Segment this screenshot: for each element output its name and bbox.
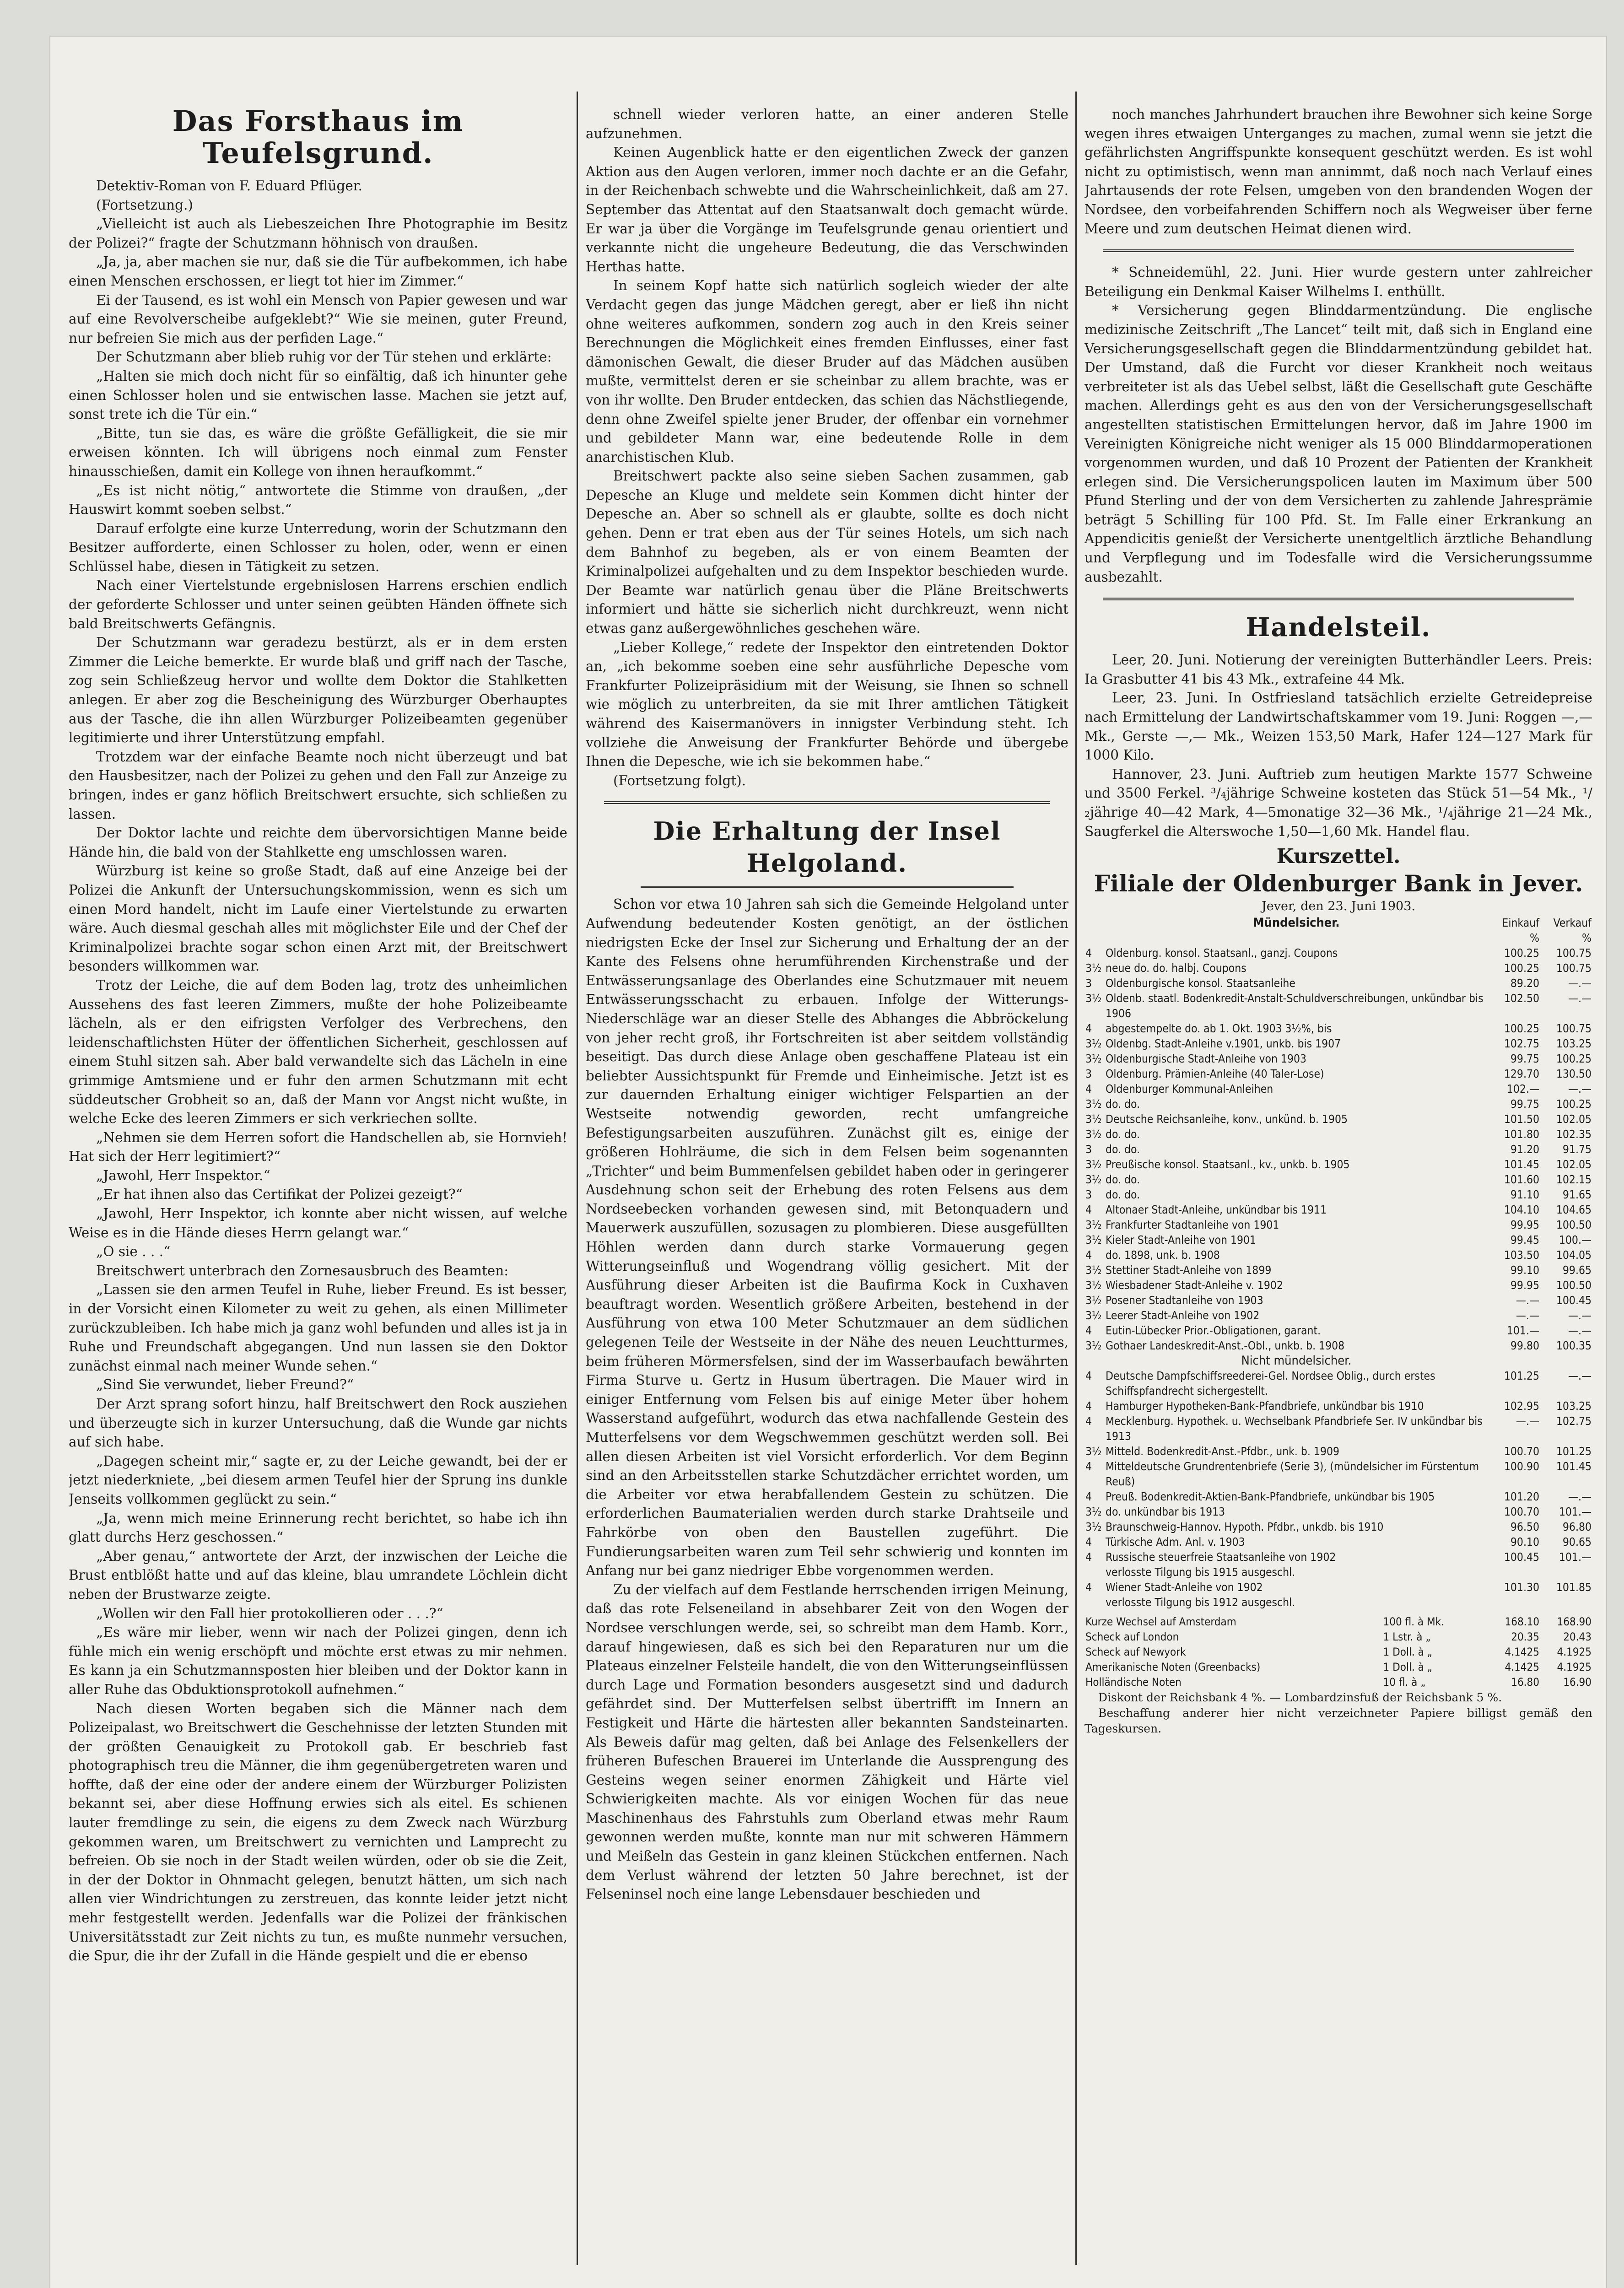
story-byline: Detektiv-Roman von F. Eduard Pflüger.: [96, 178, 363, 194]
sell-price: 101.85: [1556, 1581, 1592, 1594]
newspaper-page: [50, 37, 1606, 2288]
rate: 3½: [1085, 1263, 1102, 1277]
sell-price: 101.45: [1556, 1460, 1592, 1473]
kurs-table: [1084, 915, 1592, 1610]
wechsel-row: [1084, 1614, 1592, 1630]
wechsel-unit: 1 Lstr. à „: [1383, 1630, 1431, 1644]
story-paragraph: „Es wäre mir lieber, wenn wir nach der Polizei gingen, denn ich fühle mich ein wenig erschöpft und möchte erst etwas zu mir nehmen. Es kann ja ein Schutzmannsposten hier bleiben und der Doktor kann in aller Ruhe das Obduktionsprotokoll aufnehmen.“: [69, 1624, 567, 1697]
handel-paragraph: Hannover, 23. Juni. Auftrieb zum heutigen Markte 1577 Schweine und 3500 Ferkel. ³/₄jährige Schweine kosteten das Stück 51—54 Mk., ¹/₂jährige 40—42 Mark, 4—5monatige 32—36 Mk., ¹/₄jährige 21—24 Mk., Saugferkel die Alterswoche 1,50—1,60 Mk. Handel flau.: [1084, 766, 1592, 839]
story-paragraph: „Ja, wenn mich meine Erinnerung recht berichtet, so habe ich ihn glatt durchs Herz geschossen.“: [69, 1510, 567, 1545]
sell-price: [1540, 1595, 1592, 1610]
buy-price: 101.25: [1504, 1369, 1539, 1383]
buy-price: —.—: [1516, 1309, 1539, 1322]
story-paragraph: „Es ist nicht nötig,“ antwortete die Stimme von draußen, „der Hauswirt kommt soeben selbst.“: [69, 482, 567, 518]
story-paragraph: Der Doktor lachte und reichte dem übervorsichtigen Manne beide Hände hin, die bald von der Stahlkette eng umschlossen waren.: [69, 825, 567, 860]
handel-title: Handelsteil.: [1246, 612, 1431, 643]
security-name: Kieler Stadt-Anleihe von 1901: [1106, 1233, 1257, 1247]
kurs-row: [1084, 1534, 1592, 1549]
security-name: Russische steuerfreie Staatsanleihe von 1902: [1106, 1550, 1336, 1564]
story-paragraph: „Nehmen sie dem Herren sofort die Handschellen ab, sie Hornvieh! Hat sich der Herr legitimiert?“: [69, 1129, 567, 1165]
column-3: [1084, 105, 1592, 2265]
security-name: Mitteld. Bodenkredit-Anst.-Pfdbr., unk. b. 1909: [1106, 1445, 1340, 1458]
kurs-row: [1084, 1112, 1592, 1127]
story-paragraph: Nach einer Viertelstunde ergebnislosen Harrens erschien endlich der geforderte Schlosser und unter seinen geübten Händen öffnete sich bald Breitschwerts Gefängnis.: [69, 577, 567, 631]
buy-price: 99.80: [1510, 1339, 1539, 1353]
sell-price: 130.50: [1556, 1067, 1592, 1081]
security-name: abgestempelte do. ab 1. Okt. 1903 3½%, bis: [1106, 1022, 1332, 1036]
kurs-row: [1084, 1217, 1592, 1232]
sell-price: 20.43: [1563, 1630, 1592, 1644]
sell-price: —.—: [1568, 992, 1592, 1005]
kurs-row: [1084, 976, 1592, 991]
kurs-row: [1084, 1127, 1592, 1142]
kurs-row: [1084, 1580, 1592, 1595]
helgoland-paragraph: noch manches Jahrhundert brauchen ihre Bewohner sich keine Sorge wegen ihres etwaigen Unterganges zu machen, zumal wenn sie jetzt die gefährlichsten Angriffspunkte konsequent geschützt werden. Es ist wohl nicht zu optimistisch, wenn man annimmt, daß noch nach Verlauf eines Jahrtausends der rote Felsen, umgeben von den brandenden Wogen der Nordsee, den vorbeifahrenden Schiffern noch als Wegweiser über ferne Meere und zum deutschen Heimat dienen wird.: [1084, 107, 1592, 237]
story-paragraph: Breitschwert packte also seine sieben Sachen zusammen, gab Depesche an Kluge und meldete sein Kommen dicht hinter der Depesche an. Aber so schnell als er glaubte, sollte es doch nicht gehen. Denn er trat eben aus der Tür seines Hotels, um sich nach dem Bahnhof zu begeben, als er von einem Beamten der Kriminalpolizei aufgehalten und zu dem Inspektor beschieden wurde. Der Beamte war natürlich genau über die Pläne Breitschwerts informiert und hätte sie sicherlich nicht durchkreuzt, wenn nicht etwas ganz außergewöhnliches geschehen wäre.: [586, 468, 1068, 637]
rate: 3½: [1085, 1279, 1102, 1292]
kurs-row: [1084, 1398, 1592, 1414]
wechsel-unit: 1 Doll. à „: [1383, 1661, 1432, 1674]
security-name: verlosste Tilgung bis 1915 ausgeschl.: [1106, 1565, 1295, 1579]
rate: 4: [1085, 1414, 1092, 1428]
story-paragraph: Darauf erfolgte eine kurze Unterredung, worin der Schutzmann den Besitzer aufforderte, einen Schlosser zu holen, oder, wenn er einen Schlüssel habe, diesen in Tätigkeit zu setzen.: [69, 520, 567, 574]
sell-price: 104.05: [1556, 1248, 1592, 1262]
story-paragraph: Würzburg ist keine so große Stadt, daß auf eine Anzeige bei der Polizei die Ankunft der Untersuchungskommission, wenn es sich um einen Mord handelt, nicht im Laufe einer Viertelstunde zu erwarten wäre. Auch diesmal geschah alles mit möglichster Eile und der Chef der Kriminalpolizei brachte sogar schon einen Arzt mit, der Breitschwert besonders willkommen war.: [69, 863, 567, 974]
sell-price: 4.1925: [1557, 1646, 1592, 1659]
buy-price: 89.20: [1510, 977, 1539, 990]
buy-price: 99.75: [1510, 1097, 1539, 1111]
wechsel-unit: 1 Doll. à „: [1383, 1646, 1432, 1659]
sell-price: 4.1925: [1557, 1661, 1592, 1674]
note-paragraph: Diskont der Reichsbank 4 %. — Lombardzinsfuß der Reichsbank 5 %.: [1098, 1691, 1502, 1705]
rate: 3½: [1085, 1339, 1102, 1353]
sell-price: 91.65: [1562, 1188, 1592, 1202]
sell-price: [1540, 1565, 1592, 1580]
kurs-row: [1084, 1595, 1592, 1610]
story-continuation-note: (Fortsetzung.): [96, 197, 193, 213]
story-title: Das Forsthaus im Teufelsgrund.: [172, 105, 464, 170]
kurs-row: [1084, 1444, 1592, 1459]
security-name: Braunschweig-Hannov. Hypoth. Pfdbr., unkdb. bis 1910: [1106, 1520, 1384, 1534]
security-name: Gothaer Landeskredit-Anst.-Obl., unkb. b. 1908: [1106, 1339, 1345, 1353]
wechsel-label: Holländische Noten: [1085, 1676, 1182, 1689]
buy-price: 100.45: [1504, 1550, 1539, 1564]
helgoland-title: Die Erhaltung der Insel Helgoland.: [653, 816, 1001, 878]
rate: 3: [1085, 977, 1092, 990]
buy-price: 99.45: [1510, 1233, 1539, 1247]
kurs-row: [1084, 1157, 1592, 1172]
news-items: [1084, 263, 1592, 587]
buy-price: 101.45: [1504, 1158, 1539, 1171]
section-divider: [604, 801, 1050, 804]
security-name: Oldenburg. konsol. Staatsanl., ganzj. Coupons: [1106, 946, 1338, 960]
column-rule-right: [1075, 92, 1077, 2265]
rate: 4: [1085, 1550, 1092, 1564]
sell-price: 100.50: [1556, 1279, 1592, 1292]
handel-paragraph: Leer, 23. Juni. In Ostfriesland tatsächlich erzielte Getreidepreise nach Ermittelung der Landwirtschaftskammer vom 19. Juni: Roggen —,— Mk., Gerste —,— Mk., Weizen 153,50 Mark, Hafer 124—127 Mark für 1000 Kilo.: [1084, 690, 1592, 763]
security-name: Leerer Stadt-Anleihe von 1902: [1106, 1309, 1260, 1322]
kurs-row: [1084, 1368, 1592, 1398]
buy-price: 91.10: [1510, 1188, 1539, 1202]
security-name: Preuß. Bodenkredit-Aktien-Bank-Pfandbriefe, unkündbar bis 1905: [1106, 1490, 1435, 1504]
buy-price: 102.95: [1504, 1399, 1539, 1413]
rate: 4: [1085, 1203, 1092, 1217]
rate: [1084, 1565, 1105, 1580]
rate: 3½: [1085, 992, 1102, 1005]
wechsel-row: [1084, 1630, 1592, 1645]
buy-price: 20.35: [1511, 1630, 1539, 1644]
buy-price: 103.50: [1504, 1248, 1539, 1262]
buy-price: 102.—: [1506, 1082, 1539, 1096]
buy-price: 129.70: [1504, 1067, 1539, 1081]
rate: 4: [1085, 1399, 1092, 1413]
story-body: [69, 215, 567, 1966]
security-name: Oldenb. staatl. Bodenkredit-Anstalt-Schuldverschreibungen, unkündbar bis 1906: [1106, 992, 1484, 1020]
security-name: do. do.: [1106, 1097, 1140, 1111]
section-muendelsicher: Mündelsicher.: [1253, 916, 1340, 930]
wechsel-unit: 10 fl. à „: [1383, 1676, 1426, 1689]
rate: 4: [1085, 1369, 1092, 1383]
sell-price: —.—: [1568, 1324, 1592, 1338]
security-name: Oldenburg. Prämien-Anleihe (40 Taler-Lose): [1106, 1067, 1324, 1081]
buy-price: [1488, 1595, 1540, 1610]
section-divider-3: [1103, 598, 1574, 600]
rate: 3½: [1085, 1309, 1102, 1322]
column-2: [586, 105, 1068, 2265]
story-paragraph: In seinem Kopf hatte sich natürlich sogleich wieder der alte Verdacht gegen das junge Mädchen geregt, aber er ließ ihn nicht ohne weiteres aufkommen, sondern zog auch in den Kreis seiner Berechnungen die Möglichkeit eines fremden Einflusses, einer fast dämonischen Gewalt, die dieser Bruder auf das Mädchen ausüben mußte, vermittelst deren er sie scheinbar zu allem brachte, was er von ihr wollte. Den Bruder entdecken, das schien das Nächstliegende, denn ohne Zweifel spielte jener Bruder, der offenbar ein vornehmer und gebildeter Mann war, eine bedeutende Rolle in dem anarchistischen Klub.: [586, 278, 1068, 465]
sell-price: 104.65: [1556, 1203, 1592, 1217]
kurs-row: [1084, 1066, 1592, 1081]
security-name: do. do.: [1106, 1128, 1140, 1141]
sell-price: 100.45: [1556, 1294, 1592, 1307]
security-name: Preußische konsol. Staatsanl., kv., unkb. b. 1905: [1106, 1158, 1350, 1171]
sell-price: 102.75: [1556, 1414, 1592, 1428]
sell-price: 100.25: [1556, 1052, 1592, 1066]
kurszettel-date: Jever, den 23. Juni 1903.: [1261, 899, 1415, 914]
story-paragraph: „Sind Sie verwundet, lieber Freund?“: [96, 1377, 354, 1393]
helgoland-paragraph: Schon vor etwa 10 Jahren sah sich die Gemeinde Helgoland unter Aufwendung bedeutender Kosten genötigt, an der östlichen niedrigsten Ecke der Insel zur Sicherung und Erhaltung der an der Kante des Felsens ohne herumführenden Kirchenstraße und der Entwässerungsanlage des Oberlandes eine Schutzmauer mit neuem Entwässerungsschacht zu erbauen. Infolge der Witterungs-Niederschläge war an dieser Stelle des Abhanges die Abbröckelung von jeher recht groß, ihr Fortschreiten ist aber seitdem vollständig beseitigt. Das durch diese Anlage oben geschaffene Plateau ist ein beliebter Aussichtspunkt für Fremde und Einheimische. Jetzt ist es zur dauernden Erhaltung einiger wichtiger Felspartien an der Westseite notwendig geworden, recht umfangreiche Befestigungsarbeiten auszuführen. Zunächst gilt es, einige der größeren Hohlräume, die sich in dem Felsen beim sogenannten „Trichter“ und beim Bummenfelsen gebildet haben oder in geringerer Ausdehnung schon seit der Erhebung des roten Felsens aus dem Nordseebecken vorhanden gewesen sind, mit Betonquadern und Mauerwerk auszufüllen, sozusagen zu plombieren. Diese ausgefüllten Höhlen werden dann durch starke Vormauerung gegen Witterungseinfluß und Wogendrang völlig gesichert. Mit der Ausführung dieser Arbeiten ist die Baufirma Kock in Cuxhaven beauftragt worden. Wesentlich größere Arbeiten, bestehend in der Ausführung von etwa 100 Meter Schutzmauer an dem südlichen gelegenen Teile der Westseite in der Nähe des neuen Leuchtturmes, beim früheren Mörmersfelsen, sind der im Wasserbaufach bewährten Firma Sturve u. Gertz in Husum übertragen. Die Mauer wird in einiger Entfernung vom Felsen bis auf einige Meter über hohem Wasserstand aufgeführt, wodurch das etwa nachfallende Gestein des Mutterfelsens vor dem Wegschwemmen geschützt werden soll. Bei allen diesen Arbeiten ist viel Vorsicht erforderlich. Vor dem Beginn sind an den Arbeitsstellen starke Schutzdächer errichtet worden, um die Arbeiter vor etwa herabfallendem Gestein zu schützen. Die erforderlichen Baumaterialien werden durch starke Drahtseile und Fahrkörbe von oben den Baustellen zugeführt. Die Fundierungsarbeiten waren zum Teil sehr schwierig und konnten im Anfang nur bei ganz niedriger Ebbe vorgenommen werden.: [586, 896, 1068, 1579]
news-paragraph: * Schneidemühl, 22. Juni. Hier wurde gestern unter zahlreicher Beteiligung ein Denkmal Kaiser Wilhelms I. enthüllt.: [1084, 264, 1592, 299]
buy-price: —.—: [1516, 1294, 1539, 1307]
pct-sign: %: [1582, 931, 1592, 945]
kurs-row: [1084, 1519, 1592, 1534]
story-paragraph: schnell wieder verloren hatte, an einer anderen Stelle aufzunehmen.: [586, 107, 1068, 141]
helgoland-article: [586, 895, 1068, 1904]
sell-price: 100.75: [1556, 1022, 1592, 1036]
story-paragraph: „Jawohl, Herr Inspektor.“: [96, 1167, 270, 1183]
buy-price: 102.50: [1504, 992, 1539, 1005]
sell-price: 100.35: [1556, 1339, 1592, 1353]
story-paragraph: „Lieber Kollege,“ redete der Inspektor den eintretenden Doktor an, „ich bekomme soeben eine sehr ausführliche Depesche vom Frankfurter Polizeipräsidium mit der Weisung, sie Ihnen so schnell wie möglich zu unterbreiten, da sie mit Ihrer amtlichen Tätigkeit während des Kaisermanövers in innigster Verbindung steht. Ich vollziehe die Anweisung der Frankfurter Behörde und übergebe Ihnen die Depesche, wie ich sie bekommen habe.“: [586, 639, 1068, 770]
kurs-row: [1084, 1263, 1592, 1278]
buy-price: 100.25: [1504, 1022, 1539, 1036]
sell-price: 103.25: [1556, 1037, 1592, 1051]
sell-price: 101.25: [1556, 1445, 1592, 1458]
sell-price: 99.65: [1562, 1263, 1592, 1277]
title-underline: [641, 886, 1014, 888]
buy-price: [1488, 1565, 1540, 1580]
buy-price: 168.10: [1505, 1615, 1539, 1629]
buy-price: 100.90: [1504, 1460, 1539, 1473]
sell-price: 16.90: [1563, 1676, 1592, 1689]
wechsel-label: Scheck auf Newyork: [1085, 1646, 1186, 1659]
buy-price: 100.70: [1504, 1445, 1539, 1458]
col-head-einkauf: Einkauf: [1502, 916, 1539, 930]
story-paragraph: Breitschwert unterbrach den Zornesausbruch des Beamten:: [96, 1263, 509, 1279]
story-paragraph: Trotz der Leiche, die auf dem Boden lag, trotz des unheimlichen Aussehens des fast leeren Zimmers, mußte der hohe Polizeibeamte lächeln, als er den eifrigsten Verfolger des Verbrechens, den leidenschaftlichsten Hüter der öffentlichen Sicherheit, geschlossen auf einem Stuhl sitzen sah. Aber bald verwandelte sich das Lächeln in eine grimmige Amtsmiene und er fuhr den armen Schutzmann mit echt süddeutscher Grobheit so an, daß der Mann vor Angst nicht wußte, in welche Ecke des leeren Zimmers er sich verkriechen sollte.: [69, 977, 567, 1127]
kurs-row: [1084, 991, 1592, 1021]
story-paragraph: Der Arzt sprang sofort hinzu, half Breitschwert den Rock ausziehen und überzeugte sich in kurzer Untersuchung, daß die Wunde gar nichts auf sich habe.: [69, 1396, 567, 1450]
sell-price: —.—: [1568, 1369, 1592, 1383]
sell-price: 90.65: [1562, 1535, 1592, 1549]
story-paragraph: Der Schutzmann aber blieb ruhig vor der Tür stehen und erklärte:: [96, 349, 552, 365]
story-paragraph: „Ja, ja, aber machen sie nur, daß sie die Tür aufbekommen, ich habe einen Menschen erschossen, er liegt tot hier im Zimmer.“: [69, 254, 567, 289]
buy-price: 101.80: [1504, 1128, 1539, 1141]
section-divider-2: [1103, 249, 1574, 252]
kurs-row: [1084, 1565, 1592, 1580]
rate: 3½: [1085, 1173, 1102, 1187]
sell-price: 100.50: [1556, 1218, 1592, 1232]
kurs-row: [1084, 1278, 1592, 1293]
security-name: Frankfurter Stadtanleihe von 1901: [1106, 1218, 1279, 1232]
rate: 3½: [1085, 1097, 1102, 1111]
security-name: Mitteldeutsche Grundrentenbriefe (Serie 3), (mündelsicher im Fürstentum Reuß): [1106, 1460, 1479, 1489]
security-name: Oldenburgische Stadt-Anleihe von 1903: [1106, 1052, 1307, 1066]
sell-price: 102.35: [1556, 1128, 1592, 1141]
story-paragraph: „Aber genau,“ antwortete der Arzt, der inzwischen der Leiche die Brust entblößt hatte und auf das kleine, blau umrandete Löchlein dicht neben der Brustwarze zeigte.: [69, 1548, 567, 1602]
buy-price: 16.80: [1511, 1676, 1539, 1689]
rate: 3½: [1085, 961, 1102, 975]
kurs-row: [1084, 1021, 1592, 1036]
story-paragraph: „Bitte, tun sie das, es wäre die größte Gefälligkeit, die sie mir erweisen könnten. Ich will übrigens noch einmal zum Fenster hinausschießen, damit ein Kollege von ihnen heraufkommt.“: [69, 425, 567, 479]
kurs-row: [1084, 1293, 1592, 1308]
kurs-row: [1084, 1414, 1592, 1444]
security-name: neue do. do. halbj. Coupons: [1106, 961, 1246, 975]
note-paragraph: Beschaffung anderer hier nicht verzeichneter Papiere billigst gemäß den Tageskursen.: [1084, 1706, 1592, 1736]
rate: 3½: [1085, 1294, 1102, 1307]
column-rule-left: [577, 92, 578, 2265]
kurs-row: [1084, 1142, 1592, 1157]
sell-price: —.—: [1568, 1490, 1592, 1504]
security-name: do. unkündbar bis 1913: [1106, 1505, 1225, 1519]
rate: 3½: [1085, 1445, 1102, 1458]
security-name: Hamburger Hypotheken-Bank-Pfandbriefe, unkündbar bis 1910: [1106, 1399, 1424, 1413]
rate: 4: [1085, 946, 1092, 960]
buy-price: 101.50: [1504, 1112, 1539, 1126]
rate: 4: [1085, 1460, 1092, 1473]
col-head-verkauf: Verkauf: [1553, 916, 1592, 930]
wechsel-label: Scheck auf London: [1085, 1630, 1179, 1644]
security-name: verlosste Tilgung bis 1912 ausgeschl.: [1106, 1596, 1295, 1609]
buy-price: 90.10: [1510, 1535, 1539, 1549]
wechsel-unit: 100 fl. à Mk.: [1383, 1615, 1444, 1629]
sell-price: 96.80: [1562, 1520, 1592, 1534]
buy-price: 101.60: [1504, 1173, 1539, 1187]
kurs-row: [1084, 1549, 1592, 1565]
sell-price: 103.25: [1556, 1399, 1592, 1413]
buy-price: 102.75: [1504, 1037, 1539, 1051]
sell-price: —.—: [1568, 1309, 1592, 1322]
buy-price: 96.50: [1510, 1520, 1539, 1534]
buy-price: 4.1425: [1505, 1646, 1539, 1659]
rate: 3: [1085, 1067, 1092, 1081]
kurs-row: [1084, 1036, 1592, 1051]
sell-price: 100.75: [1556, 946, 1592, 960]
wechsel-label: Kurze Wechsel auf Amsterdam: [1085, 1615, 1236, 1629]
security-name: Deutsche Dampfschiffsreederei-Gel. Nordsee Oblig., durch erstes Schiffspfandrecht sichergestellt.: [1106, 1369, 1435, 1398]
rate: 4: [1085, 1581, 1092, 1594]
rate: 3½: [1085, 1158, 1102, 1171]
handel-paragraph: Leer, 20. Juni. Notierung der vereinigten Butterhändler Leers. Preis: Ia Grasbutter 41 bis 43 Mk., extrafeine 44 Mk.: [1084, 652, 1592, 687]
security-name: Wiener Stadt-Anleihe von 1902: [1106, 1581, 1263, 1594]
helgoland-article-end: [1084, 105, 1592, 238]
sell-price: 100.75: [1556, 961, 1592, 975]
sell-price: 102.15: [1556, 1173, 1592, 1187]
kurs-row: [1084, 1338, 1592, 1353]
buy-price: 91.20: [1510, 1143, 1539, 1156]
sell-price: 100.—: [1559, 1233, 1592, 1247]
rate: 3½: [1085, 1520, 1102, 1534]
story-paragraph: Der Schutzmann war geradezu bestürzt, als er in dem ersten Zimmer die Leiche bemerkte. Er wurde blaß und griff nach der Tasche, zog sein Schließzeug hervor und wollte dem Doktor die Stahlketten anlegen. Er aber zog die Bescheinigung des Würzburger Oberhauptes aus der Tasche, die ihn allen Würzburger Polizeibeamten gegenüber legitimierte und ihrer Unterstützung empfahl.: [69, 635, 567, 746]
buy-price: 99.95: [1510, 1279, 1539, 1292]
kurs-row: [1084, 945, 1592, 961]
buy-price: 101.30: [1504, 1581, 1539, 1594]
kurs-row: [1084, 1323, 1592, 1338]
rate: [1084, 1595, 1105, 1610]
security-name: Oldenbg. Stadt-Anleihe v.1901, unkb. bis 1907: [1106, 1037, 1341, 1051]
kurs-row: [1084, 1232, 1592, 1247]
buy-price: 99.75: [1510, 1052, 1539, 1066]
kurszettel-title: Kurszettel.: [1276, 845, 1401, 869]
rate: 4: [1085, 1248, 1092, 1262]
buy-price: 104.10: [1504, 1203, 1539, 1217]
buy-price: 101.—: [1506, 1324, 1539, 1338]
rate: 3½: [1085, 1505, 1102, 1519]
security-name: Oldenburger Kommunal-Anleihen: [1106, 1082, 1273, 1096]
story-paragraph: Ei der Tausend, es ist wohl ein Mensch von Papier gewesen und war auf eine Revolverscheibe aufgeklebt?“ Wie sie meinen, guter Freund, nur befreien Sie mich aus der perfiden Lage.“: [69, 292, 567, 346]
security-name: do. do.: [1106, 1188, 1140, 1202]
story-to-be-continued: (Fortsetzung folgt).: [613, 772, 746, 788]
story-paragraph: „Lassen sie den armen Teufel in Ruhe, lieber Freund. Es ist besser, in der Vorsicht einen Kilometer zu weit zu gehen, als einen Millimeter zurückzubleiben. Ich habe mich ja ganz wohl befunden und alles ist ja in Ruhe und Freundschaft abgegangen. Und nun lassen sie den Doktor zunächst einmal nach meiner Wunde sehen.“: [69, 1282, 567, 1374]
sell-price: 101.—: [1559, 1550, 1592, 1564]
sell-price: —.—: [1568, 977, 1592, 990]
rate: 3½: [1085, 1112, 1102, 1126]
story-paragraph: „Wollen wir den Fall hier protokollieren oder . . .?“: [96, 1605, 443, 1621]
security-name: do. do.: [1106, 1143, 1140, 1156]
security-name: Türkische Adm. Anl. v. 1903: [1106, 1535, 1245, 1549]
sell-price: 91.75: [1562, 1143, 1592, 1156]
rate: 3: [1085, 1143, 1092, 1156]
story-paragraph: Nach diesen Worten begaben sich die Männer nach dem Polizeipalast, wo Breitschwert die Geschehnisse der letzten Stunden mit der größten Genauigkeit zu Protokoll gab. Er beschrieb fast photographisch treu die Männer, die ihm gegenübergetreten waren und hoffte, daß der eine oder der andere einem der Würzburger Polizisten bekannt sei, aber diese Hoffnung erwies sich als eitel. Es schienen lauter fremdlinge zu sein, die eigens zu dem Zweck nach Würzburg gekommen waren, um Breitschwert zu vernichten und Lamprecht zu befreien. Ob sie noch in der Stadt weilen würden, oder ob sie die Zeit, in der der Doktor in Ohnmacht gelegen, benutzt hätten, um sich nach allen vier Windrichtungen zu zerstreuen, das konnte leider jetzt nicht mehr festgestellt werden. Jedenfalls war die Polizei der fränkischen Universitätsstadt zur Zeit nichts zu tun, es mußte nunmehr versuchen, die Spur, die ihr der Zufall in die Hände gespielt und die er ebenso: [69, 1700, 567, 1964]
rate: 3½: [1085, 1037, 1102, 1051]
wechsel-table: [1084, 1614, 1592, 1690]
wechsel-row: [1084, 1645, 1592, 1660]
sell-price: 102.05: [1556, 1112, 1592, 1126]
security-name: Mecklenburg. Hypothek. u. Wechselbank Pfandbriefe Ser. IV unkündbar bis 1913: [1106, 1414, 1483, 1443]
buy-price: 101.20: [1504, 1490, 1539, 1504]
buy-price: 100.70: [1504, 1505, 1539, 1519]
sell-price: 101.—: [1559, 1505, 1592, 1519]
kurs-row: [1084, 1096, 1592, 1112]
rate: 3½: [1085, 1052, 1102, 1066]
wechsel-row: [1084, 1675, 1592, 1690]
story-paragraph: „Dagegen scheint mir,“ sagte er, zu der Leiche gewandt, bei der er jetzt niederkniete, „bei diesem armen Teufel hier der Sprung ins dunkle Jenseits vollkommen geglückt zu sein.“: [69, 1453, 567, 1507]
security-name: do. 1898, unk. b. 1908: [1106, 1248, 1220, 1262]
news-paragraph: * Versicherung gegen Blinddarmentzündung. Die englische medizinische Zeitschrift „The Lancet“ teilt mit, daß sich in England eine Versicherungsgesellschaft gegen die Blinddarmentzündung gebildet hat. Der Umstand, daß die Furcht vor dieser Krankheit noch weitaus verbreiteter ist als das Uebel selbst, läßt die Gesellschaft gute Geschäfte machen. Allerdings geht es aus den von der Versicherungsgesellschaft angestellten statistischen Ermittelungen hervor, daß im Jahre 1900 im Vereinigten Königreiche nicht weniger als 15 000 Blinddarmoperationen vorgenommen wurden, und daß 10 Prozent der Patienten der Krankheit erlegen sind. Die Versicherungspolicen lauten im Maximum über 500 Pfund Sterling und der von dem Versicherten zu zahlende Jahresprämie beträgt 5 Schilling für 100 Pfd. St. Im Falle einer Erkrankung an Appendicitis genießt der Versicherte unentgeltlich ärztliche Behandlung und Verpflegung und im Todesfalle wird die Versicherungssumme ausbezahlt.: [1084, 302, 1592, 585]
rate: 4: [1085, 1324, 1092, 1338]
kurs-row: [1084, 1172, 1592, 1187]
story-body-continued: [586, 105, 1068, 772]
rate: 4: [1085, 1022, 1092, 1036]
kurs-row: [1084, 961, 1592, 976]
security-name: Posener Stadtanleihe von 1903: [1106, 1294, 1263, 1307]
story-paragraph: Keinen Augenblick hatte er den eigentlichen Zweck der ganzen Aktion aus den Augen verloren, immer noch dachte er an die Gefahr, in der Reichenbach schwebte und die Wahrscheinlichkeit, daß am 27. September das Attentat auf den Staatsanwalt doch gemacht würde. Er war ja über die Vorgänge im Teufelsgrunde genau orientiert und verkannte nicht die ungeheure Bedeutung, die das Verschwinden Herthas hatte.: [586, 145, 1068, 275]
security-name: Deutsche Reichsanleihe, konv., unkünd. b. 1905: [1106, 1112, 1348, 1126]
section-nicht-muendelsicher: Nicht mündelsicher.: [1241, 1354, 1352, 1368]
column-1: [69, 105, 567, 2265]
handel-items: [1084, 651, 1592, 841]
buy-price: 99.95: [1510, 1218, 1539, 1232]
sell-price: 100.25: [1556, 1097, 1592, 1111]
kurs-row: [1084, 1187, 1592, 1202]
security-name: Wiesbadener Stadt-Anleihe v. 1902: [1106, 1279, 1283, 1292]
kurs-row: [1084, 1489, 1592, 1504]
story-paragraph: „Er hat ihnen also das Certifikat der Polizei gezeigt?“: [96, 1187, 463, 1203]
buy-price: 100.25: [1504, 946, 1539, 960]
security-name: Eutin-Lübecker Prior.-Obligationen, garant.: [1106, 1324, 1321, 1338]
rate: 3: [1085, 1188, 1092, 1202]
bank-title: Filiale der Oldenburger Bank in Jever.: [1094, 870, 1583, 897]
wechsel-row: [1084, 1660, 1592, 1675]
security-name: Altonaer Stadt-Anleihe, unkündbar bis 1911: [1106, 1203, 1327, 1217]
story-paragraph: „O sie . . .“: [96, 1244, 171, 1260]
buy-price: 99.10: [1510, 1263, 1539, 1277]
kurs-row: [1084, 1051, 1592, 1066]
security-name: Oldenburgische konsol. Staatsanleihe: [1106, 977, 1295, 990]
pct-sign: %: [1530, 931, 1539, 945]
kurs-row: [1084, 1081, 1592, 1096]
wechsel-label: Amerikanische Noten (Greenbacks): [1085, 1661, 1261, 1674]
story-paragraph: „Halten sie mich doch nicht für so einfältig, daß ich hinunter gehe einen Schlosser holen und sie entwischen lasse. Machen sie jetzt auf, sonst trete ich die Tür ein.“: [69, 368, 567, 422]
rate: 4: [1085, 1535, 1092, 1549]
rate: 3½: [1085, 1218, 1102, 1232]
story-paragraph: Trotzdem war der einfache Beamte noch nicht überzeugt und bat den Hausbesitzer, nach der Polizei zu gehen und den Fall zur Anzeige zu bringen, indes er ganz höflich Breitschwert ersuchte, sich schließen zu lassen.: [69, 749, 567, 822]
buy-price: 4.1425: [1505, 1661, 1539, 1674]
rate: 4: [1085, 1490, 1092, 1504]
sell-price: 168.90: [1557, 1615, 1592, 1629]
notes: [1084, 1690, 1592, 1737]
sell-price: —.—: [1568, 1082, 1592, 1096]
kurs-row: [1084, 1504, 1592, 1519]
kurs-row: [1084, 1247, 1592, 1263]
security-name: do. do.: [1106, 1173, 1140, 1187]
rate: 4: [1085, 1082, 1092, 1096]
kurs-row: [1084, 1308, 1592, 1323]
buy-price: —.—: [1516, 1414, 1539, 1428]
rate: 3½: [1085, 1233, 1102, 1247]
story-paragraph: „Vielleicht ist auch als Liebeszeichen Ihre Photographie im Besitz der Polizei?“ fragte der Schutzmann höhnisch von draußen.: [69, 216, 567, 251]
kurs-row: [1084, 1459, 1592, 1489]
kurs-row: [1084, 1202, 1592, 1217]
buy-price: 100.25: [1504, 961, 1539, 975]
story-paragraph: „Jawohl, Herr Inspektor, ich konnte aber nicht wissen, auf welche Weise es in die Hände dieses Herrn gelangt war.“: [69, 1206, 567, 1241]
security-name: Stettiner Stadt-Anleihe von 1899: [1106, 1263, 1272, 1277]
sell-price: 102.05: [1556, 1158, 1592, 1171]
helgoland-paragraph: Zu der vielfach auf dem Festlande herrschenden irrigen Meinung, daß das rote Felseneiland in absehbarer Zeit von den Wogen der Nordsee verschlungen werde, sei, so schreibt man dem Hamb. Korr., darauf hingewiesen, daß es sich bei den Reparaturen nur um die Plateaus einzelner Felsteile handelt, die von den Witterungseinflüssen durch Lage und Formation besonders ausgesetzt sind und dadurch gefährdet sind. Der Mutterfelsen selbst übertrifft im Innern an Festigkeit und Härte die härtesten aller bekannten Sandsteinarten. Als Beweis dafür mag gelten, daß bei Anlage des Felsenkellers der früheren Bufeschen Brauerei im Unterlande die Aussprengung des Gesteins wegen seiner enormen Zähigkeit und Härte viel Schwierigkeiten machte. Als vor einigen Wochen für das neue Maschinenhaus des Fahrstuhls zum Oberland etwas mehr Raum gewonnen werden mußte, konnte man nur mit schweren Hämmern und Meißeln das Gestein in ganz kleinen Stückchen entfernen. Nach dem Verlust während der letzten 50 Jahre berechnet, ist der Felseninsel noch eine lange Lebensdauer beschieden und: [586, 1581, 1068, 1902]
rate: 3½: [1085, 1128, 1102, 1141]
